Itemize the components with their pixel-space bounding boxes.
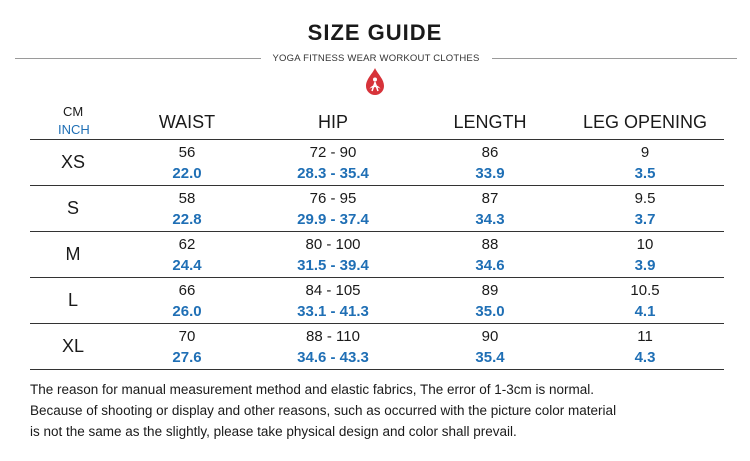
measurement-notes <box>30 379 730 442</box>
leg-opening-cm: 11 <box>637 328 653 345</box>
flame-drop-logo-icon <box>364 67 386 97</box>
hip-cm: 76 - 95 <box>309 190 357 207</box>
waist-cm: 62 <box>178 236 196 253</box>
leg-opening-inch: 4.1 <box>634 303 656 320</box>
table-row-l <box>30 278 724 324</box>
unit-inch-label: INCH <box>58 122 90 137</box>
hip-cm: 88 - 110 <box>306 328 360 345</box>
column-header-hip: HIP <box>317 112 349 132</box>
size-label: S <box>66 198 80 218</box>
waist-inch: 27.6 <box>172 349 202 366</box>
column-header-length: LENGTH <box>453 112 527 132</box>
length-inch: 34.3 <box>475 211 505 228</box>
length-cm: 87 <box>481 190 499 207</box>
table-header-row <box>30 102 724 140</box>
page-title: SIZE GUIDE <box>307 20 443 45</box>
size-table <box>30 102 724 370</box>
table-row-s <box>30 186 724 232</box>
divider-right <box>492 58 738 59</box>
note-line: Because of shooting or display and other reasons, such as occurred with the picture color material <box>30 403 617 418</box>
length-inch: 33.9 <box>475 165 505 182</box>
hip-inch: 33.1 - 41.3 <box>297 303 369 320</box>
note-line: The reason for manual measurement method and elastic fabrics, The error of 1-3cm is normal. <box>30 382 595 397</box>
hip-inch: 34.6 - 43.3 <box>297 349 369 366</box>
hip-inch: 28.3 - 35.4 <box>297 165 369 182</box>
hip-inch: 31.5 - 39.4 <box>297 257 369 274</box>
size-label: M <box>65 244 81 264</box>
column-header-waist: WAIST <box>158 112 216 132</box>
length-inch: 34.6 <box>475 257 505 274</box>
subtitle: YOGA FITNESS WEAR WORKOUT CLOTHES <box>272 52 480 64</box>
table-row-m <box>30 232 724 278</box>
hip-inch: 29.9 - 37.4 <box>297 211 369 228</box>
unit-cm-label: CM <box>63 104 84 119</box>
size-label: XL <box>61 336 85 356</box>
table-row-xs <box>30 140 724 186</box>
hip-cm: 80 - 100 <box>305 236 361 253</box>
length-inch: 35.4 <box>475 349 505 366</box>
waist-inch: 26.0 <box>172 303 202 320</box>
length-cm: 88 <box>481 236 499 253</box>
waist-cm: 58 <box>178 190 196 207</box>
divider-left <box>15 58 261 59</box>
leg-opening-cm: 9.5 <box>634 190 656 207</box>
leg-opening-cm: 9 <box>640 144 650 161</box>
waist-inch: 24.4 <box>172 257 202 274</box>
table-row-xl <box>30 324 724 370</box>
length-inch: 35.0 <box>475 303 505 320</box>
waist-inch: 22.8 <box>172 211 202 228</box>
hip-cm: 72 - 90 <box>309 144 357 161</box>
waist-cm: 56 <box>178 144 196 161</box>
length-cm: 89 <box>481 282 499 299</box>
length-cm: 86 <box>481 144 499 161</box>
waist-cm: 66 <box>178 282 196 299</box>
size-label: L <box>67 290 79 310</box>
subtitle-bar <box>15 51 737 65</box>
waist-inch: 22.0 <box>172 165 202 182</box>
length-cm: 90 <box>481 328 499 345</box>
waist-cm: 70 <box>178 328 196 345</box>
leg-opening-cm: 10.5 <box>630 282 660 299</box>
leg-opening-cm: 10 <box>636 236 654 253</box>
note-line: is not the same as the slightly, please take physical design and color shall prevail. <box>30 424 517 439</box>
hip-cm: 84 - 105 <box>305 282 361 299</box>
leg-opening-inch: 3.5 <box>634 165 656 182</box>
size-label: XS <box>60 152 86 172</box>
leg-opening-inch: 3.9 <box>634 257 656 274</box>
column-header-leg-opening: LEG OPENING <box>582 112 708 132</box>
leg-opening-inch: 3.7 <box>634 211 656 228</box>
leg-opening-inch: 4.3 <box>634 349 656 366</box>
